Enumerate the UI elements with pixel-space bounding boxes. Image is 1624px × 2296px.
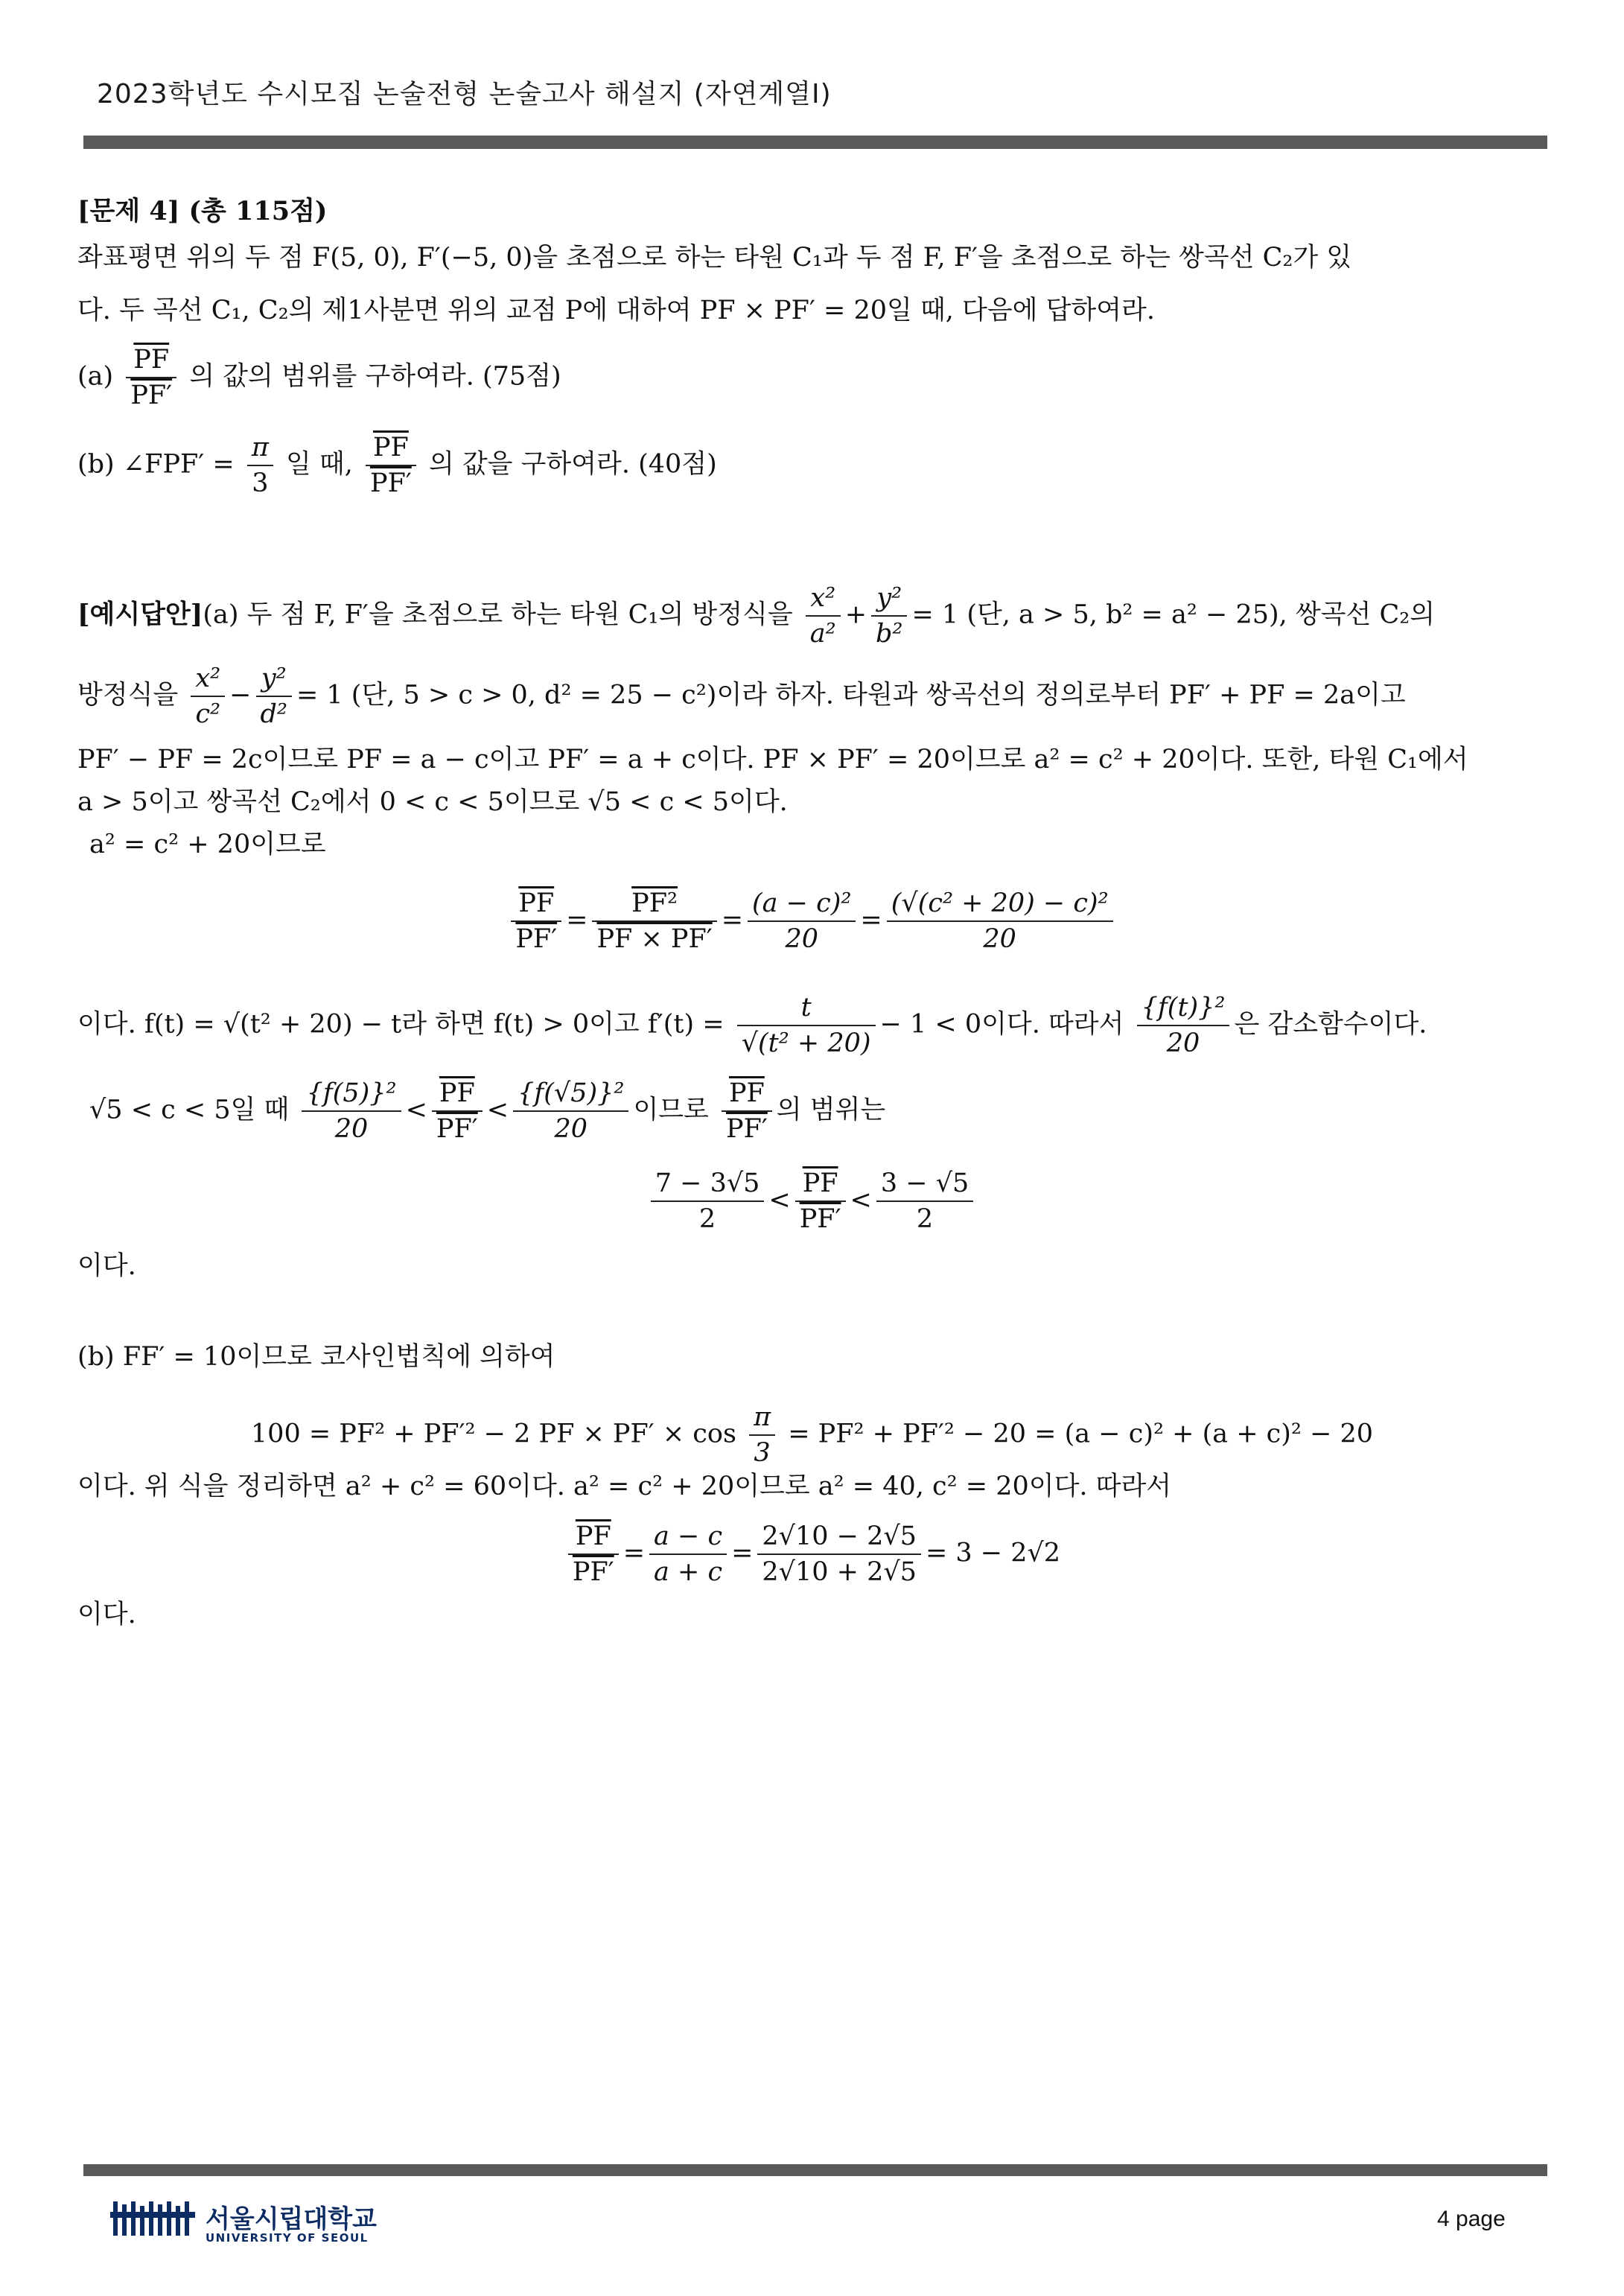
answer-label: [예시답안]	[77, 599, 203, 630]
equals-sign: =	[860, 905, 882, 935]
lower-bound-fraction	[651, 1166, 765, 1236]
equals-sign: =	[731, 1538, 754, 1568]
fraction-numerator: y²	[256, 661, 292, 697]
problem-line-1: 좌표평면 위의 두 점 F(5, 0), F′(−5, 0)을 초점으로 하는 타원 C₁과 두 점 F, F′을 초점으로 하는 쌍곡선 C₂가 있	[77, 243, 1352, 273]
derivative-fraction	[737, 990, 876, 1060]
answer-text: = PF² + PF′² − 20 = (a − c)² + (a + c)² − 20	[788, 1419, 1374, 1449]
answer-text: (a) 두 점 F, F′을 초점으로 하는 타원 C₁의 방정식을	[203, 600, 793, 630]
fraction-denominator: PF′	[436, 1114, 478, 1144]
fraction-numerator: $\overline{PF}$	[722, 1076, 772, 1112]
fraction-numerator: 7 − 3√5	[651, 1166, 765, 1202]
fraction-numerator: (a − c)²	[748, 886, 856, 922]
fraction-denominator: 20	[785, 924, 818, 954]
ratio-fraction	[795, 1166, 846, 1236]
fraction-numerator: (√(c² + 20) − c)²	[887, 886, 1113, 922]
problem-heading: [문제 4] (총 115점)	[77, 196, 328, 226]
answer-line-5: a² = c² + 20이므로	[89, 830, 326, 859]
part-b-label: (b)	[77, 449, 115, 480]
fraction-denominator: PF′	[370, 468, 412, 498]
answer-b-line-2: 이다. 위 식을 정리하면 a² + c² = 60이다. a² = c² + 20이므로 a² = 40, c² = 20이다. 따라서	[77, 1472, 1172, 1501]
plus-sign: +	[844, 600, 867, 630]
hyperbola-y-term	[256, 661, 292, 731]
answer-text: √5 < c < 5일 때	[89, 1095, 290, 1125]
eq-fraction	[649, 1519, 727, 1589]
footer-divider	[83, 2164, 1547, 2176]
equation-range	[0, 1166, 1624, 1236]
fraction-numerator: {f(5)}²	[302, 1076, 401, 1112]
fraction-numerator: π	[749, 1400, 775, 1436]
equation-cosine-law	[0, 1400, 1624, 1470]
fraction-denominator: PF′	[130, 381, 173, 410]
hyperbola-x-term	[191, 661, 225, 731]
fraction-denominator: 20	[554, 1114, 587, 1144]
fraction-numerator: π	[247, 430, 273, 466]
answer-text: 이므로	[633, 1095, 709, 1125]
fraction-denominator: 3	[252, 468, 269, 498]
fraction-denominator: 20	[983, 924, 1016, 954]
part-b-text-1: 일 때,	[286, 449, 353, 480]
answer-text: 은 감소함수이다.	[1234, 1009, 1427, 1040]
part-a-text: 의 값의 범위를 구하여라. (75점)	[189, 361, 561, 392]
ratio-fraction	[432, 1076, 483, 1146]
eq-fraction	[748, 886, 856, 956]
document-header-title: 2023학년도 수시모집 논술전형 논술고사 해설지 (자연계열Ⅰ)	[97, 79, 832, 109]
bound-fraction	[513, 1076, 628, 1146]
fraction-denominator: a + c	[654, 1557, 723, 1587]
less-than-sign: <	[486, 1095, 509, 1125]
fraction-numerator: $\overline{PF}$	[795, 1166, 846, 1202]
ratio-fraction	[126, 343, 176, 413]
fraction-numerator: $\overline{PF}$	[568, 1519, 619, 1555]
fraction-denominator: 3	[754, 1438, 771, 1468]
eq-fraction	[511, 886, 561, 956]
fraction-numerator: 2√10 − 2√5	[757, 1519, 921, 1555]
fraction-denominator: c²	[195, 699, 221, 729]
function-square-fraction	[1137, 990, 1230, 1060]
fraction-numerator: {f(√5)}²	[513, 1076, 628, 1112]
answer-text: 의 범위는	[776, 1095, 886, 1125]
equals-sign: =	[721, 905, 744, 935]
equation-final-ratio	[0, 1519, 1624, 1589]
eq-fraction	[887, 886, 1113, 956]
ratio-fraction	[366, 430, 416, 500]
eq-fraction	[757, 1519, 921, 1589]
fraction-numerator: 3 − √5	[876, 1166, 973, 1202]
fraction-denominator: √(t² + 20)	[741, 1028, 871, 1058]
answer-text: 100 = PF² + PF′² − 2 PF × PF′ × cos	[250, 1419, 736, 1449]
fraction-denominator: 2√10 + 2√5	[762, 1557, 917, 1587]
answer-line-1	[77, 581, 1435, 651]
university-name-english: UNIVERSITY OF SEOUL	[206, 2231, 369, 2245]
pi-fraction	[247, 430, 273, 500]
fraction-denominator: b²	[876, 619, 903, 649]
header-divider	[83, 136, 1547, 149]
answer-text: = 1 (단, a > 5, b² = a² − 25), 쌍곡선 C₂의	[911, 600, 1436, 630]
answer-line-4: a > 5이고 쌍곡선 C₂에서 0 < c < 5이므로 √5 < c < 5이다.	[77, 787, 788, 817]
fraction-denominator: PF′	[799, 1204, 841, 1234]
answer-text: = 1 (단, 5 > c > 0, d² = 25 − c²)이라 하자. 타원과 쌍곡선의 정의로부터 PF′ + PF = 2a이고	[296, 680, 1406, 710]
part-b-text-2: 의 값을 구하여라. (40점)	[428, 449, 717, 480]
less-than-sign: <	[850, 1185, 872, 1215]
ellipse-y-term	[871, 581, 907, 651]
fraction-numerator: $\overline{PF}$	[126, 343, 176, 378]
ellipse-x-term	[806, 581, 841, 651]
page-number: 4 page	[1437, 2207, 1506, 2231]
fraction-denominator: PF′	[515, 924, 558, 954]
eq-fraction	[592, 886, 716, 956]
fraction-numerator: $\overline{PF}$	[366, 430, 416, 466]
fraction-numerator: x²	[806, 581, 841, 617]
answer-line-7	[89, 1076, 885, 1146]
answer-text: 방정식을	[77, 680, 179, 710]
pi-fraction	[749, 1400, 775, 1470]
bound-fraction	[302, 1076, 401, 1146]
fraction-numerator: $\overline{PF}$	[511, 886, 561, 922]
final-result: = 3 − 2√2	[925, 1538, 1061, 1568]
angle-condition: ∠FPF′ =	[122, 449, 235, 480]
university-name-korean: 서울시립대학교	[206, 2204, 377, 2234]
fraction-numerator: PF²	[592, 886, 716, 922]
fraction-denominator: d²	[260, 699, 287, 729]
fraction-denominator: 2	[916, 1204, 934, 1234]
ratio-fraction	[722, 1076, 772, 1146]
fraction-denominator: 20	[1166, 1028, 1200, 1058]
less-than-sign: <	[405, 1095, 427, 1125]
fraction-numerator: $\overline{PF}$	[432, 1076, 483, 1112]
equation-ratio-chain	[0, 886, 1624, 956]
minus-sign: −	[229, 680, 252, 710]
fraction-numerator: y²	[871, 581, 907, 617]
equals-sign: =	[566, 905, 588, 935]
answer-line-3: PF′ − PF = 2c이므로 PF = a − c이고 PF′ = a + c이다. PF × PF′ = 20이므로 a² = c² + 20이다. 또한, 타원 C₁에서	[77, 745, 1468, 775]
fraction-denominator: 20	[334, 1114, 369, 1144]
fraction-numerator: x²	[191, 661, 225, 697]
university-emblem-icon	[110, 2198, 195, 2239]
fraction-denominator: 2	[698, 1204, 716, 1234]
fraction-denominator: PF′	[572, 1557, 614, 1587]
answer-line-2	[77, 661, 1406, 731]
fraction-numerator: {f(t)}²	[1137, 990, 1230, 1026]
problem-part-b	[77, 430, 717, 500]
problem-line-2: 다. 두 곡선 C₁, C₂의 제1사분면 위의 교점 P에 대하여 PF × PF′ = 20일 때, 다음에 답하여라.	[77, 296, 1155, 325]
fraction-numerator: a − c	[649, 1519, 727, 1555]
fraction-denominator: PF × PF′	[596, 924, 713, 954]
answer-line-6	[77, 990, 1427, 1060]
answer-text: 이다. f(t) = √(t² + 20) − t라 하면 f(t) > 0이고 f′(t) =	[77, 1009, 725, 1040]
equals-sign: =	[622, 1538, 646, 1568]
fraction-numerator: t	[737, 990, 876, 1026]
problem-part-a	[77, 343, 561, 413]
part-a-label: (a)	[77, 361, 114, 392]
answer-b-line-3: 이다.	[77, 1600, 136, 1629]
answer-text: − 1 < 0이다. 따라서	[879, 1009, 1124, 1040]
less-than-sign: <	[768, 1185, 791, 1215]
answer-line-8: 이다.	[77, 1251, 136, 1281]
answer-b-line-1: (b) FF′ = 10이므로 코사인법칙에 의하여	[77, 1342, 555, 1372]
upper-bound-fraction	[876, 1166, 973, 1236]
fraction-denominator: a²	[809, 619, 836, 649]
fraction-denominator: PF′	[726, 1114, 768, 1144]
ratio-fraction	[568, 1519, 619, 1589]
